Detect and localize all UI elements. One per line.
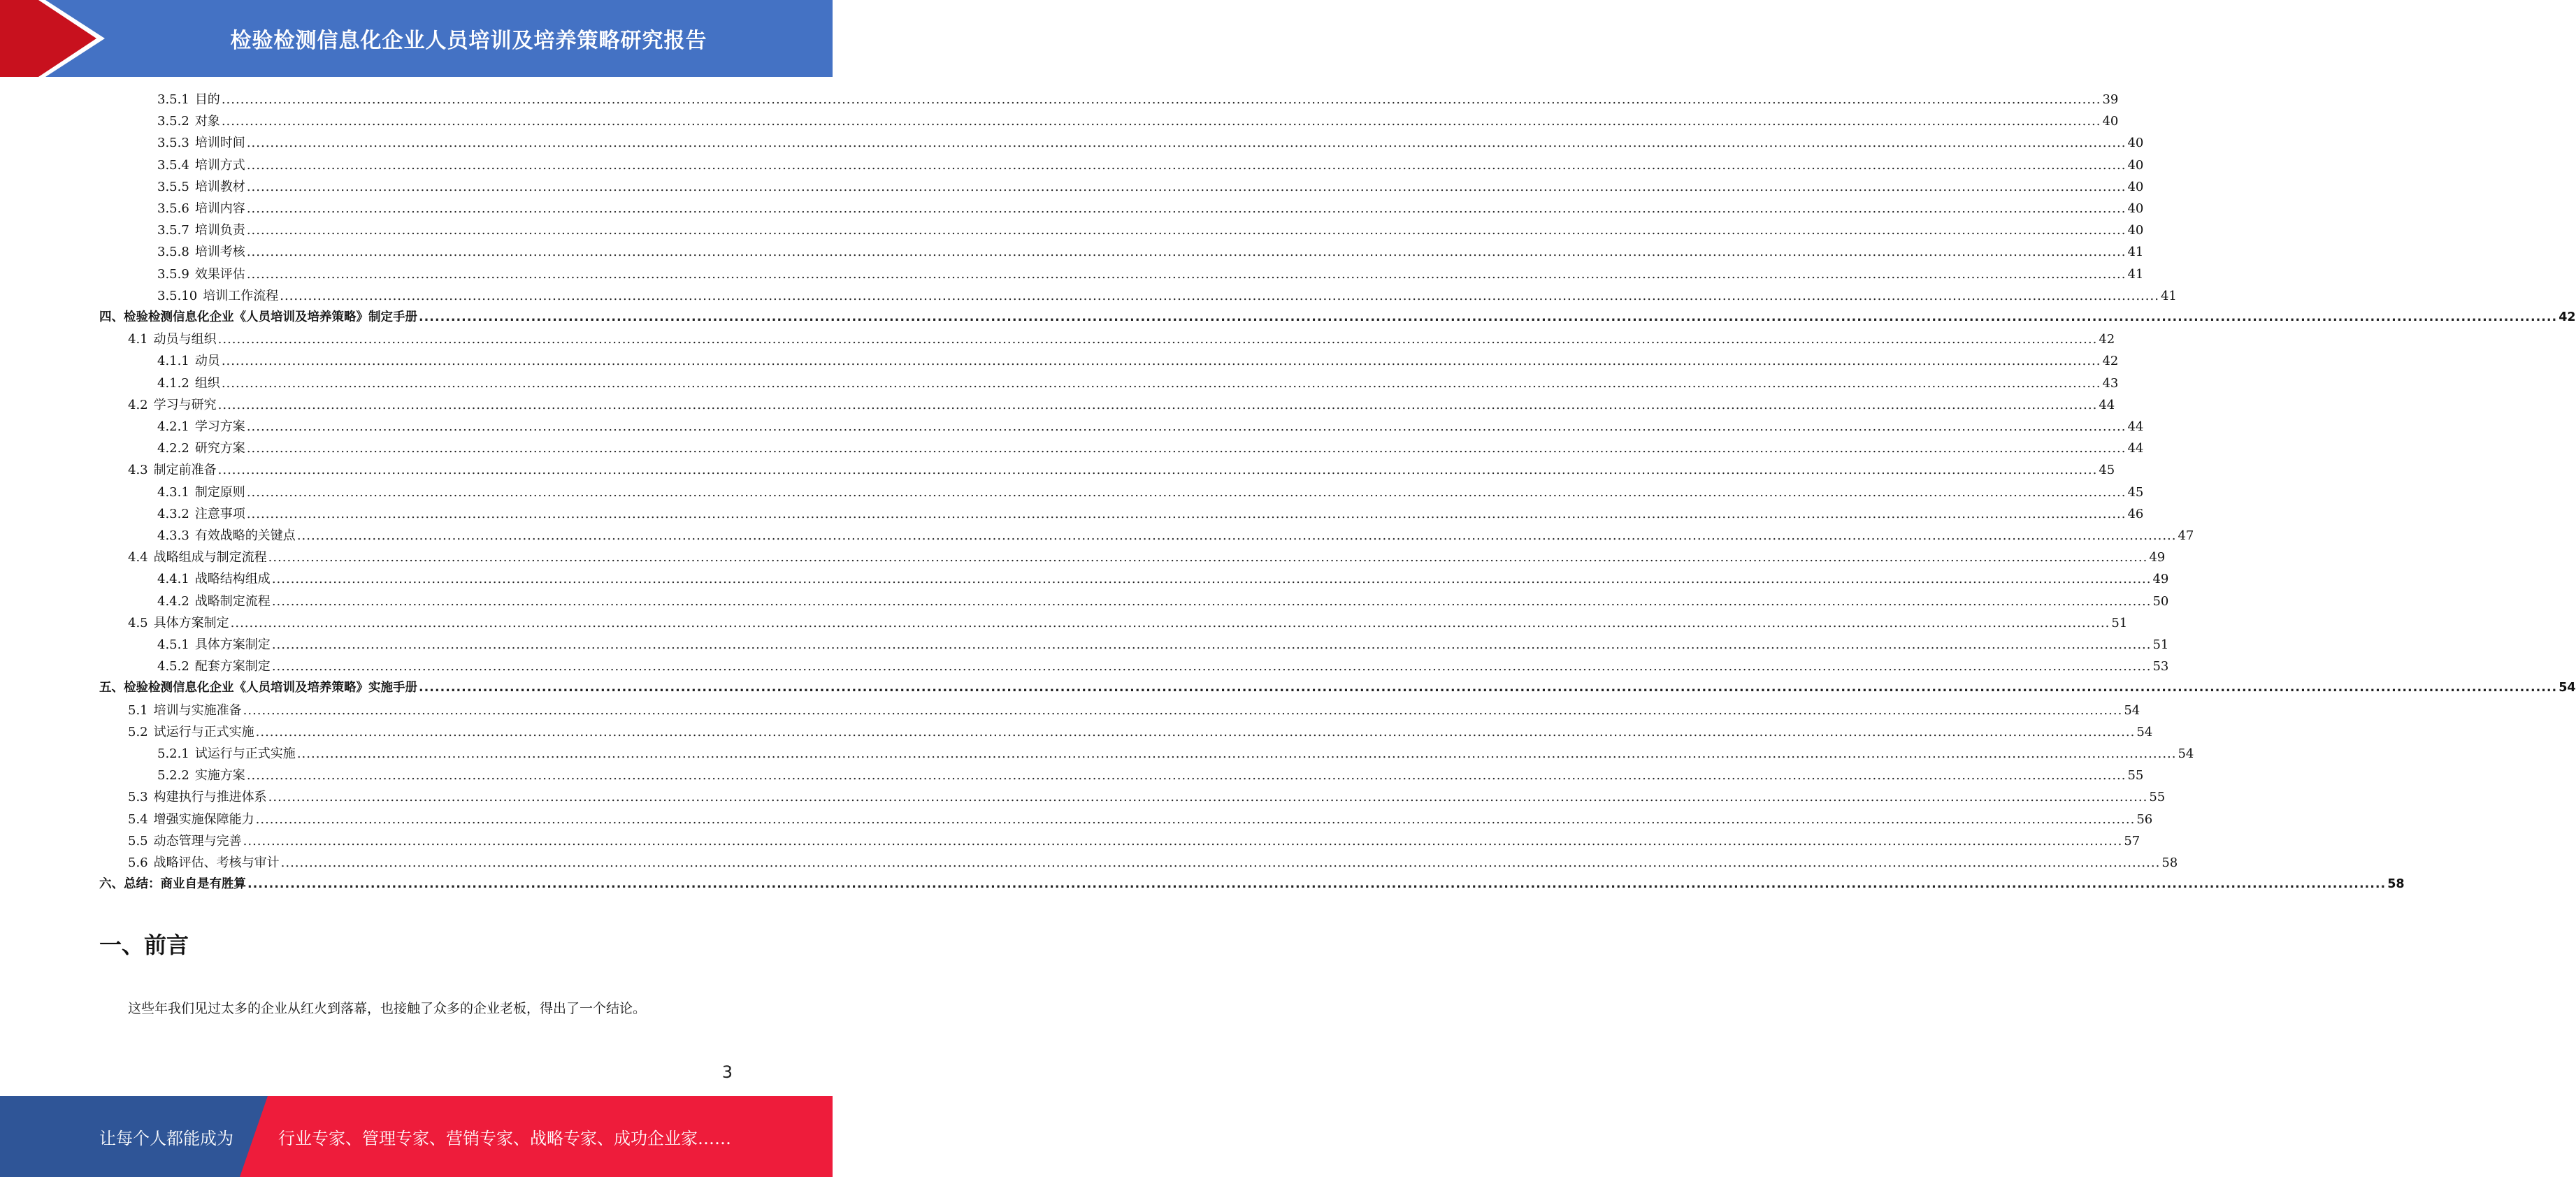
toc-entry[interactable] (128, 328, 2115, 350)
toc-entry-page: 54 (2559, 681, 2576, 695)
toc-entry-title: 培训负责 (194, 223, 245, 238)
toc-dot-leader: ................................................................................................................................................................................................................................................................................................................................................................................................................ (246, 506, 2127, 521)
toc-dot-leader: ................................................................................................................................................................................................................................................................................................................................................................................................................ (268, 790, 2148, 805)
toc-entry-page: 41 (2127, 266, 2144, 282)
toc-entry-page: 56 (2136, 811, 2153, 827)
toc-entry-title: 动员 (194, 354, 220, 369)
toc-entry-title: 培训教材 (194, 179, 245, 194)
toc-entry[interactable] (157, 176, 2144, 198)
toc-entry-number: 3.5.6 (157, 201, 189, 216)
toc-dot-leader: ................................................................................................................................................................................................................................................................................................................................................................................................................ (419, 310, 2558, 324)
toc-entry-page: 54 (2124, 702, 2140, 718)
toc-dot-leader: ................................................................................................................................................................................................................................................................................................................................................................................................................ (221, 114, 2101, 129)
toc-dot-leader: ................................................................................................................................................................................................................................................................................................................................................................................................................ (246, 157, 2127, 173)
toc-entry-title: 配套方案制定 (194, 659, 271, 674)
toc-entry-title: 对象 (194, 114, 220, 129)
toc-entry-number: 3.5.7 (157, 223, 189, 238)
toc-entry-page: 40 (2127, 201, 2144, 216)
toc-entry[interactable] (157, 198, 2144, 219)
toc-entry-number: 4.1.2 (157, 375, 189, 391)
toc-entry[interactable] (157, 154, 2144, 176)
toc-entry[interactable] (157, 438, 2144, 459)
toc-entry[interactable] (157, 503, 2144, 525)
toc-entry-page: 49 (2149, 550, 2166, 565)
toc-entry-number: 4.3.1 (157, 484, 189, 500)
toc-entry[interactable] (128, 700, 2140, 721)
toc-dot-leader: ................................................................................................................................................................................................................................................................................................................................................................................................................ (243, 702, 2123, 718)
toc-entry-page: 45 (2127, 484, 2144, 500)
toc-entry-number: 4.3.3 (157, 528, 189, 543)
toc-entry[interactable] (128, 830, 2140, 852)
toc-entry-page: 41 (2160, 288, 2177, 303)
toc-entry-number: 4.2.1 (157, 419, 189, 434)
toc-entry-title: 构建执行与推进体系 (153, 790, 267, 805)
toc-dot-leader: ................................................................................................................................................................................................................................................................................................................................................................................................................ (247, 877, 2387, 892)
toc-entry[interactable] (157, 373, 2119, 394)
toc-entry-page: 44 (2127, 419, 2144, 434)
toc-entry-title: 实施方案 (194, 768, 245, 784)
toc-entry-title: 有效战略的关键点 (194, 528, 296, 543)
toc-entry-page: 40 (2127, 136, 2144, 151)
toc-entry-title: 具体方案制定 (194, 637, 271, 652)
toc-entry-page: 40 (2127, 179, 2144, 194)
toc-entry-title: 增强实施保障能力 (153, 811, 254, 827)
toc-dot-leader: ................................................................................................................................................................................................................................................................................................................................................................................................................ (246, 419, 2127, 434)
toc-entry-title: 培训工作流程 (203, 288, 279, 303)
toc-entry[interactable] (128, 547, 2166, 568)
toc-dot-leader: ................................................................................................................................................................................................................................................................................................................................................................................................................ (296, 746, 2177, 761)
toc-entry-page: 58 (2161, 855, 2178, 870)
toc-entry-title: 试运行与正式实施 (194, 746, 296, 761)
toc-entry[interactable] (157, 656, 2169, 677)
toc-entry-title: 战略评估、考核与审计 (153, 855, 280, 870)
toc-entry-number: 5.2.2 (157, 768, 189, 784)
toc-entry-title: 试运行与正式实施 (153, 724, 254, 739)
toc-entry-page: 40 (2102, 114, 2119, 129)
toc-entry-page: 55 (2127, 768, 2144, 784)
toc-entry-page: 44 (2099, 397, 2115, 412)
toc-entry[interactable] (157, 219, 2144, 241)
toc-entry-number: 4.4.2 (157, 593, 189, 609)
footer-banner (0, 1096, 833, 1177)
toc-entry-page: 45 (2099, 463, 2115, 478)
toc-dot-leader: ................................................................................................................................................................................................................................................................................................................................................................................................................ (246, 179, 2127, 194)
toc-dot-leader: ................................................................................................................................................................................................................................................................................................................................................................................................................ (419, 681, 2558, 695)
footer-slogan: 让每个人都能成为 (99, 1128, 233, 1148)
toc-dot-leader: ................................................................................................................................................................................................................................................................................................................................................................................................................ (255, 724, 2136, 739)
toc-dot-leader: ................................................................................................................................................................................................................................................................................................................................................................................................................ (217, 397, 2098, 412)
toc-entry-number: 5.4 (128, 811, 148, 827)
toc-entry-page: 42 (2099, 332, 2115, 347)
toc-entry[interactable] (99, 307, 2576, 328)
toc-entry-page: 51 (2152, 637, 2169, 652)
toc-entry-title: 培训时间 (194, 136, 245, 151)
toc-entry-title: 组织 (194, 375, 220, 391)
toc-entry[interactable] (157, 263, 2144, 285)
toc-entry[interactable] (157, 482, 2144, 503)
toc-entry[interactable] (157, 525, 2194, 547)
toc-entry-number: 5.2.1 (157, 746, 189, 761)
toc-entry-title: 注意事项 (194, 506, 245, 521)
toc-entry[interactable] (99, 874, 2405, 895)
toc-entry[interactable] (157, 350, 2119, 372)
toc-entry-title: 制定前准备 (153, 463, 217, 478)
toc-dot-leader: ................................................................................................................................................................................................................................................................................................................................................................................................................ (246, 223, 2127, 238)
section-heading: 一、前言 (99, 932, 189, 958)
toc-dot-leader: ................................................................................................................................................................................................................................................................................................................................................................................................................ (271, 572, 2152, 587)
toc-entry-number: 3.5.9 (157, 266, 189, 282)
page-number: 3 (721, 1062, 733, 1082)
toc-dot-leader: ................................................................................................................................................................................................................................................................................................................................................................................................................ (280, 855, 2161, 870)
toc-entry-number: 4.4 (128, 550, 148, 565)
toc-entry-number: 5.6 (128, 855, 148, 870)
toc-dot-leader: ................................................................................................................................................................................................................................................................................................................................................................................................................ (246, 441, 2127, 456)
document-title: 检验检测信息化企业人员培训及培养策略研究报告 (230, 29, 707, 53)
toc-dot-leader: ................................................................................................................................................................................................................................................................................................................................................................................................................ (255, 811, 2136, 827)
toc-entry-title: 六、总结：商业自是有胜算 (99, 877, 246, 892)
toc-dot-leader: ................................................................................................................................................................................................................................................................................................................................................................................................................ (271, 593, 2152, 609)
toc-dot-leader: ................................................................................................................................................................................................................................................................................................................................................................................................................ (271, 659, 2152, 674)
toc-entry[interactable] (157, 743, 2194, 765)
toc-dot-leader: ................................................................................................................................................................................................................................................................................................................................................................................................................ (271, 637, 2152, 652)
toc-entry-title: 动员与组织 (153, 332, 217, 347)
toc-entry-page: 50 (2152, 593, 2169, 609)
toc-entry[interactable] (128, 459, 2115, 481)
toc-entry[interactable] (157, 241, 2144, 263)
toc-entry-title: 战略结构组成 (194, 572, 271, 587)
toc-entry[interactable] (128, 786, 2166, 808)
toc-entry-number: 4.4.1 (157, 572, 189, 587)
header-banner (0, 0, 833, 77)
toc-entry[interactable] (157, 568, 2169, 590)
toc-entry-number: 3.5.4 (157, 157, 189, 173)
toc-entry[interactable] (128, 852, 2178, 874)
toc-entry-page: 41 (2127, 245, 2144, 260)
toc-entry-page: 40 (2127, 157, 2144, 173)
toc-entry-title: 学习与研究 (153, 397, 217, 412)
toc-entry-number: 4.1 (128, 332, 148, 347)
toc-entry-title: 战略组成与制定流程 (153, 550, 267, 565)
toc-entry-number: 5.1 (128, 702, 148, 718)
toc-entry-number: 4.2 (128, 397, 148, 412)
toc-entry-page: 42 (2559, 310, 2576, 324)
toc-entry-page: 46 (2127, 506, 2144, 521)
toc-entry[interactable] (157, 285, 2177, 307)
footer-roles: 行业专家、管理专家、营销专家、战略专家、成功企业家…… (278, 1128, 731, 1148)
intro-paragraph: 这些年我们见过太多的企业从红火到落幕，也接触了众多的企业老板，得出了一个结论。 (128, 1001, 647, 1016)
toc-dot-leader: ................................................................................................................................................................................................................................................................................................................................................................................................................ (246, 245, 2127, 260)
toc-entry-title: 战略制定流程 (194, 593, 271, 609)
toc-entry-number: 5.2 (128, 724, 148, 739)
toc-dot-leader: ................................................................................................................................................................................................................................................................................................................................................................................................................ (296, 528, 2177, 543)
toc-entry-page: 54 (2178, 746, 2194, 761)
toc-entry-page: 57 (2124, 833, 2140, 849)
toc-dot-leader: ................................................................................................................................................................................................................................................................................................................................................................................................................ (217, 332, 2098, 347)
toc-entry-page: 55 (2149, 790, 2166, 805)
toc-entry-title: 培训内容 (194, 201, 245, 216)
toc-entry-number: 3.5.10 (157, 288, 198, 303)
toc-entry-page: 54 (2136, 724, 2153, 739)
toc-entry[interactable] (157, 416, 2144, 438)
toc-entry-title: 培训方式 (194, 157, 245, 173)
toc-entry-title: 研究方案 (194, 441, 245, 456)
toc-dot-leader: ................................................................................................................................................................................................................................................................................................................................................................................................................ (221, 92, 2101, 107)
toc-entry-title: 五、检验检测信息化企业《人员培训及培养策略》实施手册 (99, 681, 417, 695)
toc-entry[interactable] (128, 394, 2115, 416)
toc-entry-number: 3.5.8 (157, 245, 189, 260)
toc-entry[interactable] (128, 721, 2153, 743)
toc-entry[interactable] (128, 612, 2128, 634)
toc-dot-leader: ................................................................................................................................................................................................................................................................................................................................................................................................................ (246, 768, 2127, 784)
toc-entry-title: 培训与实施准备 (153, 702, 242, 718)
toc-entry[interactable] (157, 634, 2169, 656)
toc-dot-leader: ................................................................................................................................................................................................................................................................................................................................................................................................................ (230, 615, 2110, 630)
toc-entry-number: 4.5.2 (157, 659, 189, 674)
toc-entry-page: 39 (2102, 92, 2119, 107)
toc-entry-page: 47 (2178, 528, 2194, 543)
toc-dot-leader: ................................................................................................................................................................................................................................................................................................................................................................................................................ (268, 550, 2148, 565)
toc-entry[interactable] (157, 765, 2144, 786)
toc-entry[interactable] (128, 809, 2153, 830)
toc-entry-number: 4.3 (128, 463, 148, 478)
toc-dot-leader: ................................................................................................................................................................................................................................................................................................................................................................................................................ (217, 463, 2098, 478)
toc-entry-title: 四、检验检测信息化企业《人员培训及培养策略》制定手册 (99, 310, 417, 324)
toc-entry-page: 40 (2127, 223, 2144, 238)
toc-dot-leader: ................................................................................................................................................................................................................................................................................................................................................................................................................ (221, 375, 2101, 391)
toc-entry-title: 学习方案 (194, 419, 245, 434)
toc-entry-number: 4.3.2 (157, 506, 189, 521)
toc-entry-number: 4.5 (128, 615, 148, 630)
toc-entry-title: 效果评估 (194, 266, 245, 282)
toc-entry-number: 4.1.1 (157, 354, 189, 369)
toc-dot-leader: ................................................................................................................................................................................................................................................................................................................................................................................................................ (243, 833, 2123, 849)
toc-dot-leader: ................................................................................................................................................................................................................................................................................................................................................................................................................ (221, 354, 2101, 369)
toc-entry-number: 4.5.1 (157, 637, 189, 652)
toc-entry[interactable] (157, 110, 2119, 132)
toc-entry-number: 3.5.2 (157, 114, 189, 129)
toc-entry-page: 42 (2102, 354, 2119, 369)
toc-dot-leader: ................................................................................................................................................................................................................................................................................................................................................................................................................ (246, 484, 2127, 500)
toc-dot-leader: ................................................................................................................................................................................................................................................................................................................................................................................................................ (246, 266, 2127, 282)
toc-entry-title: 制定原则 (194, 484, 245, 500)
toc-entry-page: 44 (2127, 441, 2144, 456)
toc-entry-page: 58 (2387, 877, 2405, 892)
toc-entry-title: 目的 (194, 92, 220, 107)
toc-entry-page: 51 (2111, 615, 2128, 630)
toc-entry-page: 53 (2152, 659, 2169, 674)
toc-entry-number: 4.2.2 (157, 441, 189, 456)
toc-dot-leader: ................................................................................................................................................................................................................................................................................................................................................................................................................ (246, 136, 2127, 151)
toc-entry-number: 5.5 (128, 833, 148, 849)
toc-entry-page: 43 (2102, 375, 2119, 391)
toc-entry-number: 3.5.1 (157, 92, 189, 107)
toc-entry[interactable] (157, 132, 2144, 154)
toc-entry-number: 3.5.3 (157, 136, 189, 151)
toc-entry-title: 培训考核 (194, 245, 245, 260)
toc-entry-title: 具体方案制定 (153, 615, 229, 630)
toc-dot-leader: ................................................................................................................................................................................................................................................................................................................................................................................................................ (246, 201, 2127, 216)
toc-entry[interactable] (157, 591, 2169, 612)
toc-entry[interactable] (157, 89, 2119, 110)
toc-entry-page: 49 (2152, 572, 2169, 587)
toc-entry[interactable] (99, 677, 2576, 699)
toc-dot-leader: ................................................................................................................................................................................................................................................................................................................................................................................................................ (280, 288, 2159, 303)
toc-entry-title: 动态管理与完善 (153, 833, 242, 849)
toc-entry-number: 5.3 (128, 790, 148, 805)
toc-entry-number: 3.5.5 (157, 179, 189, 194)
